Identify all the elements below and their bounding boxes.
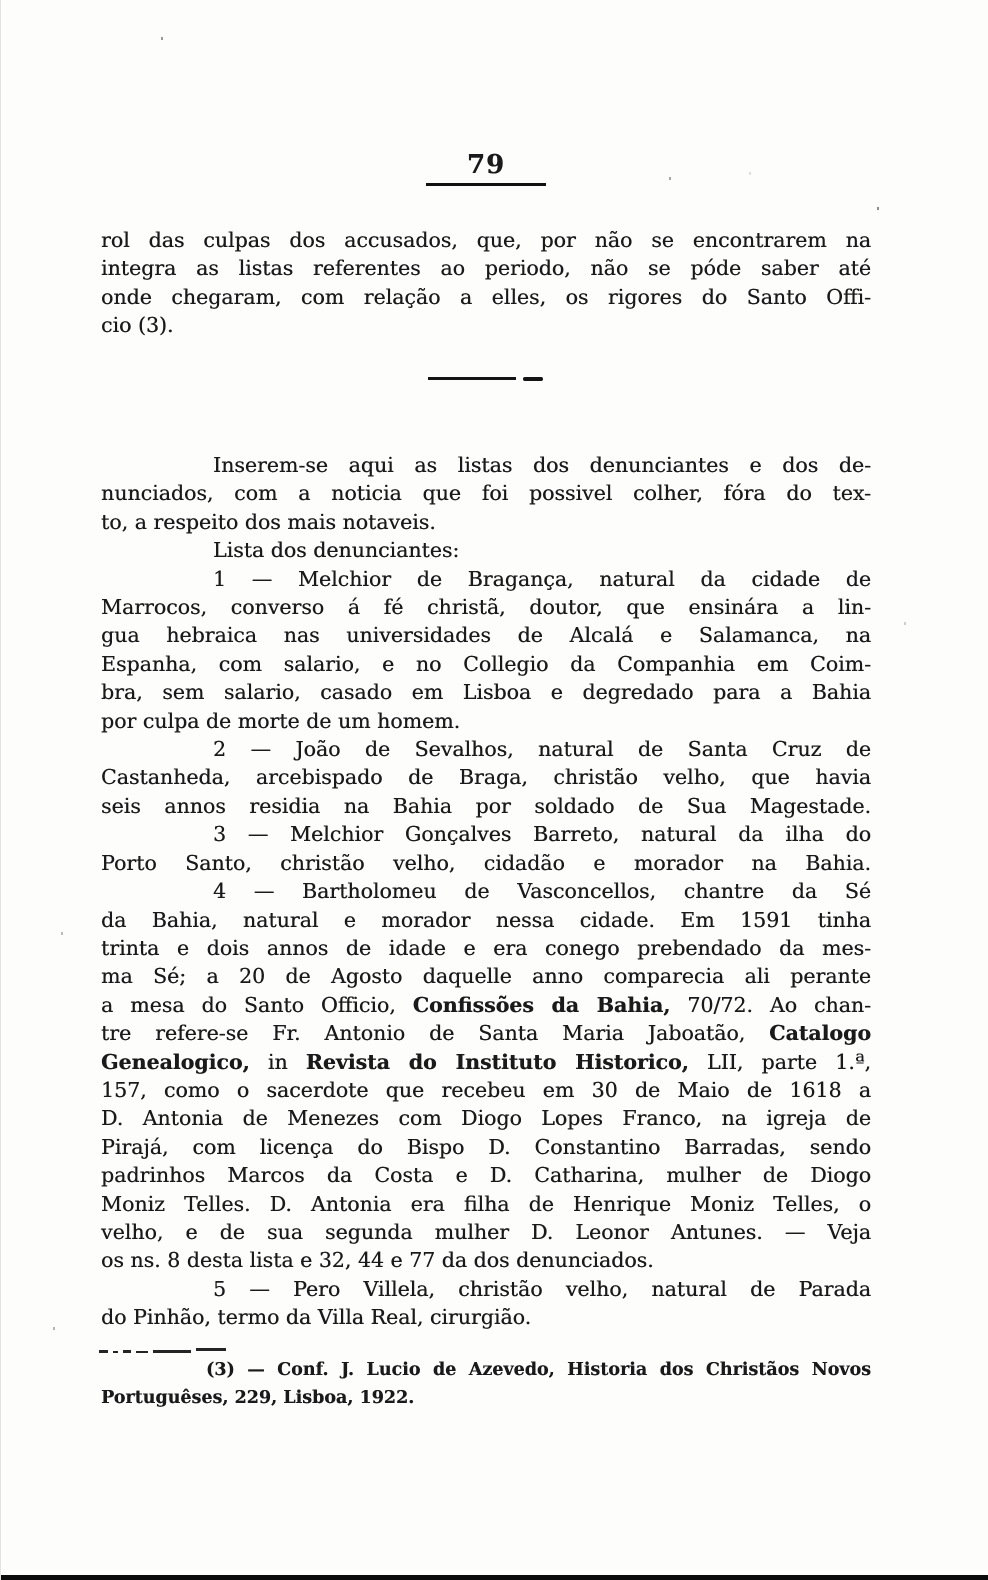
text-line: seis annos residia na Bahia por soldado de Sua Magestade. <box>101 793 871 818</box>
section-divider <box>428 376 543 380</box>
separator-dash <box>136 1351 148 1353</box>
text-line: por culpa de morte de um homem. <box>101 708 461 733</box>
text-line: ma Sé; a 20 de Agosto daquelle anno comparecia ali perante <box>101 964 871 989</box>
scan-bottom-edge <box>1 1575 988 1580</box>
text-segment: 70/72. Ao chan- <box>670 992 872 1017</box>
separator-dash <box>153 1350 191 1353</box>
separator-dash <box>99 1350 108 1353</box>
text-line: 4 — Bartholomeu de Vasconcellos, chantre da Sé <box>213 879 871 904</box>
text-line: 3 — Melchior Gonçalves Barreto, natural da ilha do <box>213 822 871 847</box>
divider-line <box>428 377 516 380</box>
text-line: 1 — Melchior de Bragança, natural da cidade de <box>213 566 871 591</box>
text-line: Inserem-se aqui as listas dos denunciantes e dos de- <box>213 453 871 477</box>
list-header: Lista dos denunciantes: <box>213 538 460 563</box>
bold-title-segment: Revista do Instituto Historico, <box>305 1049 689 1074</box>
text-line: padrinhos Marcos da Costa e D. Catharina, mulher de Diogo <box>101 1163 871 1188</box>
separator-dash <box>196 1348 226 1351</box>
text-line <box>101 1019 871 1047</box>
text-line: da Bahia, natural e morador nessa cidade. Em 1591 tinha <box>101 907 871 932</box>
text-line: gua hebraica nas universidades de Alcalá e Salamanca, na <box>101 623 871 648</box>
text-line: trinta e dois annos de idade e era conego prebendado da mes- <box>101 935 871 960</box>
text-line: 5 — Pero Villela, christão velho, natural de Parada <box>213 1276 871 1301</box>
text-line: D. Antonia de Menezes com Diogo Lopes Franco, na igreja de <box>101 1106 871 1131</box>
bold-title-segment: Confissões da Bahia, <box>412 992 671 1017</box>
text-line: integra as listas referentes ao periodo, não se póde saber até <box>101 256 871 281</box>
divider-dash <box>523 377 543 381</box>
text-line: 157, como o sacerdote que recebeu em 30 de Maio de 1618 a <box>101 1077 871 1102</box>
text-line: Pirajá, com licença do Bispo D. Constantino Barradas, sendo <box>101 1134 871 1159</box>
text-line: Porto Santo, christão velho, cidadão e morador na Bahia. <box>101 850 871 875</box>
text-line: bra, sem salario, casado em Lisboa e degredado para a Bahia <box>101 680 871 705</box>
text-line: velho, e de sua segunda mulher D. Leonor Antunes. — Veja <box>101 1219 871 1244</box>
separator-dash <box>113 1351 118 1353</box>
bold-title-segment: Genealogico, <box>101 1049 250 1074</box>
footnote-line: (3) — Conf. J. Lucio de Azevedo, Historia dos Christãos Novos <box>206 1360 871 1380</box>
separator-dash <box>123 1350 131 1353</box>
text-line: to, a respeito dos mais notaveis. <box>101 509 436 534</box>
text-line: os ns. 8 desta lista e 32, 44 e 77 da dos denunciados. <box>101 1248 654 1273</box>
text-line: Castanheda, arcebispado de Braga, christão velho, que havia <box>101 765 871 790</box>
text-line: rol das culpas dos accusados, que, por não se encontrarem na <box>101 228 871 252</box>
paragraph-continuation <box>101 226 871 340</box>
text-segment: tre refere-se Fr. Antonio de Santa Maria Jaboatão, <box>101 1021 770 1046</box>
text-line: cio (3). <box>101 313 174 338</box>
body-text <box>101 451 871 1332</box>
text-segment: LII, parte 1.ª, <box>688 1049 871 1074</box>
bold-title-segment: Catalogo <box>769 1021 871 1046</box>
text-line <box>101 1048 871 1076</box>
text-line <box>101 991 871 1019</box>
text-line: Marrocos, converso á fé christã, doutor, que ensinára a lin- <box>101 595 871 620</box>
page-header <box>101 150 871 186</box>
scan-noise-specks <box>1 0 3 3</box>
page-number-underline <box>426 183 546 186</box>
footnote-separator <box>99 1350 226 1353</box>
text-segment: a mesa do Santo Officio, <box>101 992 413 1017</box>
text-line: onde chegaram, com relação a elles, os rigores do Santo Offi- <box>101 284 871 309</box>
footnote <box>101 1356 871 1412</box>
text-line: do Pinhão, termo da Villa Real, cirurgião. <box>101 1305 532 1330</box>
text-segment: in <box>249 1049 306 1074</box>
text-line: nunciados, com a noticia que foi possivel colher, fóra do tex- <box>101 481 871 506</box>
text-line: 2 — João de Sevalhos, natural de Santa Cruz de <box>213 737 871 762</box>
page-number: 79 <box>466 150 506 180</box>
footnote-line: Portuguêses, 229, Lisboa, 1922. <box>101 1388 415 1408</box>
text-line: Moniz Telles. D. Antonia era filha de Henrique Moniz Telles, o <box>101 1191 871 1216</box>
text-line: Espanha, com salario, e no Collegio da Companhia em Coim- <box>101 651 871 676</box>
